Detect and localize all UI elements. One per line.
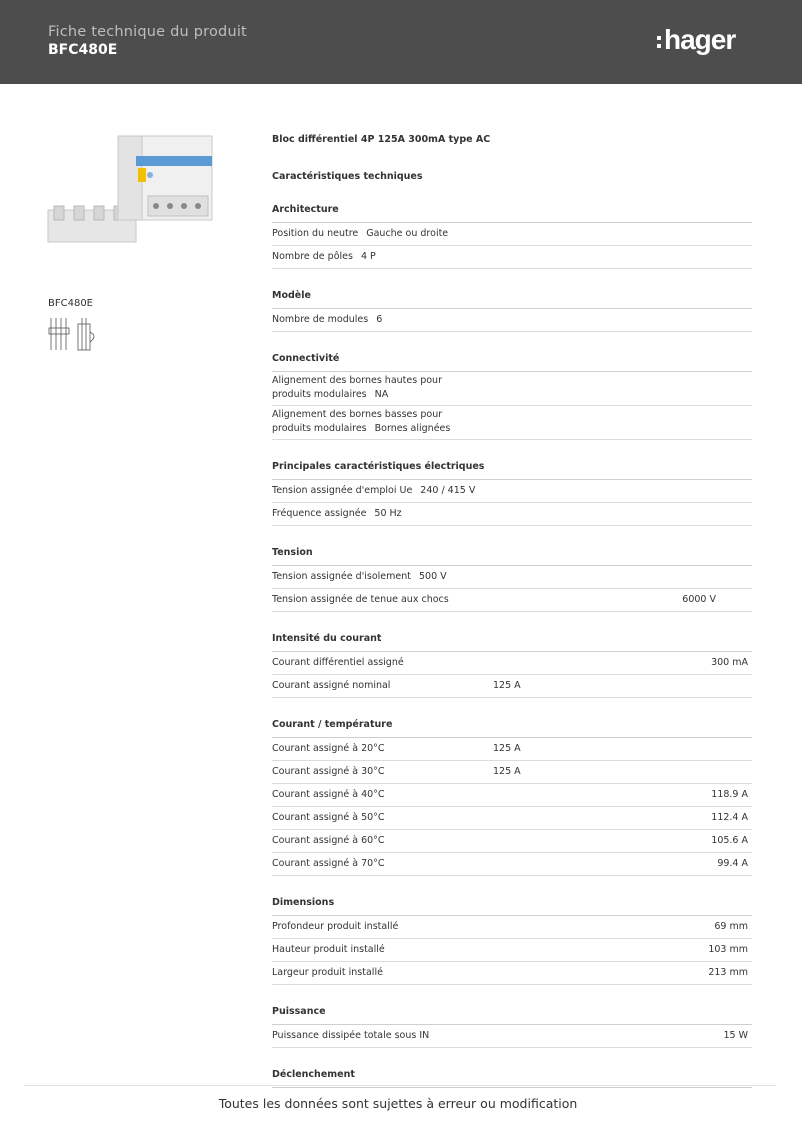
- spec-row: [272, 675, 752, 698]
- spec-row: [272, 784, 752, 807]
- spec-value: 125 A: [493, 680, 521, 691]
- brand-logo: [656, 24, 756, 58]
- spec-value: 105.6 A: [711, 835, 748, 846]
- spec-value: 125 A: [493, 743, 521, 754]
- brand-logo-text: hager: [664, 24, 736, 55]
- spec-label: Position du neutre: [272, 228, 359, 239]
- section-tension-title: Tension: [272, 546, 752, 566]
- spec-value: 6: [376, 314, 383, 325]
- spec-row: [272, 738, 752, 761]
- spec-label: Tension assignée de tenue aux chocs: [272, 594, 449, 605]
- spec-label: Puissance dissipée totale sous IN: [272, 1030, 430, 1041]
- spec-row: [272, 406, 752, 440]
- spec-value: 15 W: [723, 1030, 748, 1041]
- section-puissance-title: Puissance: [272, 1005, 752, 1025]
- spec-label: Tension assignée d'emploi Ue: [272, 485, 413, 496]
- section-architecture-title: Architecture: [272, 203, 752, 223]
- footer-divider: [24, 1085, 776, 1086]
- spec-value: 112.4 A: [711, 812, 748, 823]
- side-reference: BFC480E: [48, 298, 93, 309]
- spec-label: Courant assigné à 50°C: [272, 812, 385, 823]
- section-modele-title: Modèle: [272, 289, 752, 309]
- section-intensite-title: Intensité du courant: [272, 632, 752, 652]
- product-photo: [46, 130, 214, 245]
- wiring-diagram: [48, 314, 106, 358]
- spec-row: [272, 761, 752, 784]
- spec-row: [272, 807, 752, 830]
- spec-label: Fréquence assignée: [272, 508, 367, 519]
- spec-value: 240 / 415 V: [420, 485, 476, 496]
- spec-row: [272, 652, 752, 675]
- spec-label: Courant assigné à 30°C: [272, 766, 385, 777]
- spec-row: [272, 939, 752, 962]
- spec-value: 50 Hz: [374, 508, 402, 519]
- spec-label: Nombre de modules: [272, 314, 369, 325]
- section-dimensions-title: Dimensions: [272, 896, 752, 916]
- spec-row: [272, 503, 752, 526]
- spec-value: 300 mA: [711, 657, 748, 668]
- document-subtitle: Fiche technique du produit: [48, 24, 247, 40]
- spec-row: [272, 372, 752, 406]
- spec-value: 213 mm: [708, 967, 748, 978]
- spec-label: Courant assigné à 70°C: [272, 858, 385, 869]
- spec-value: 103 mm: [708, 944, 748, 955]
- spec-label: Profondeur produit installé: [272, 921, 399, 932]
- spec-row: [272, 962, 752, 985]
- spec-label: Courant assigné nominal: [272, 680, 391, 691]
- spec-value: Gauche ou droite: [366, 228, 449, 239]
- product-reference: BFC480E: [48, 42, 118, 58]
- spec-row: [272, 830, 752, 853]
- section-temperature-title: Courant / température: [272, 718, 752, 738]
- spec-label: Hauteur produit installé: [272, 944, 385, 955]
- spec-label: Tension assignée d'isolement: [272, 571, 411, 582]
- footer-disclaimer: Toutes les données sont sujettes à erreur ou modification: [218, 1096, 578, 1111]
- spec-value: 125 A: [493, 766, 521, 777]
- spec-label: Courant assigné à 40°C: [272, 789, 385, 800]
- spec-value: 99.4 A: [717, 858, 748, 869]
- product-title: Bloc différentiel 4P 125A 300mA type AC: [272, 134, 491, 145]
- spec-label: Courant différentiel assigné: [272, 657, 404, 668]
- section-electrique-title: Principales caractéristiques électriques: [272, 460, 752, 480]
- spec-label-line: Alignement des bornes basses pour: [272, 409, 443, 420]
- spec-row: [272, 480, 752, 503]
- spec-value: 6000 V: [682, 594, 716, 605]
- spec-row: [272, 223, 752, 246]
- spec-label: Courant assigné à 60°C: [272, 835, 385, 846]
- spec-row: [272, 309, 752, 332]
- spec-value: 4 P: [360, 251, 376, 262]
- spec-value: 69 mm: [714, 921, 748, 932]
- section-connectivite-title: Connectivité: [272, 352, 752, 372]
- spec-label-line: Alignement des bornes hautes pour: [272, 375, 442, 386]
- spec-row: [272, 1025, 752, 1048]
- section-declenchement-title: Déclenchement: [272, 1068, 752, 1088]
- spec-row: [272, 566, 752, 589]
- spec-value: 118.9 A: [711, 789, 748, 800]
- spec-label-line: produits modulaires: [272, 423, 367, 434]
- spec-value: NA: [374, 389, 389, 400]
- spec-label: Courant assigné à 20°C: [272, 743, 385, 754]
- spec-label: Nombre de pôles: [272, 251, 353, 262]
- spec-label-line: produits modulaires: [272, 389, 367, 400]
- spec-row: [272, 853, 752, 876]
- spec-label: Largeur produit installé: [272, 967, 383, 978]
- spec-row: [272, 916, 752, 939]
- specs-heading: Caractéristiques techniques: [272, 171, 423, 182]
- document-header: [0, 0, 802, 84]
- spec-row: [272, 589, 752, 612]
- spec-value: 500 V: [419, 571, 447, 582]
- spec-content: [272, 134, 752, 1088]
- spec-value: Bornes alignées: [374, 423, 451, 434]
- spec-row: [272, 246, 752, 269]
